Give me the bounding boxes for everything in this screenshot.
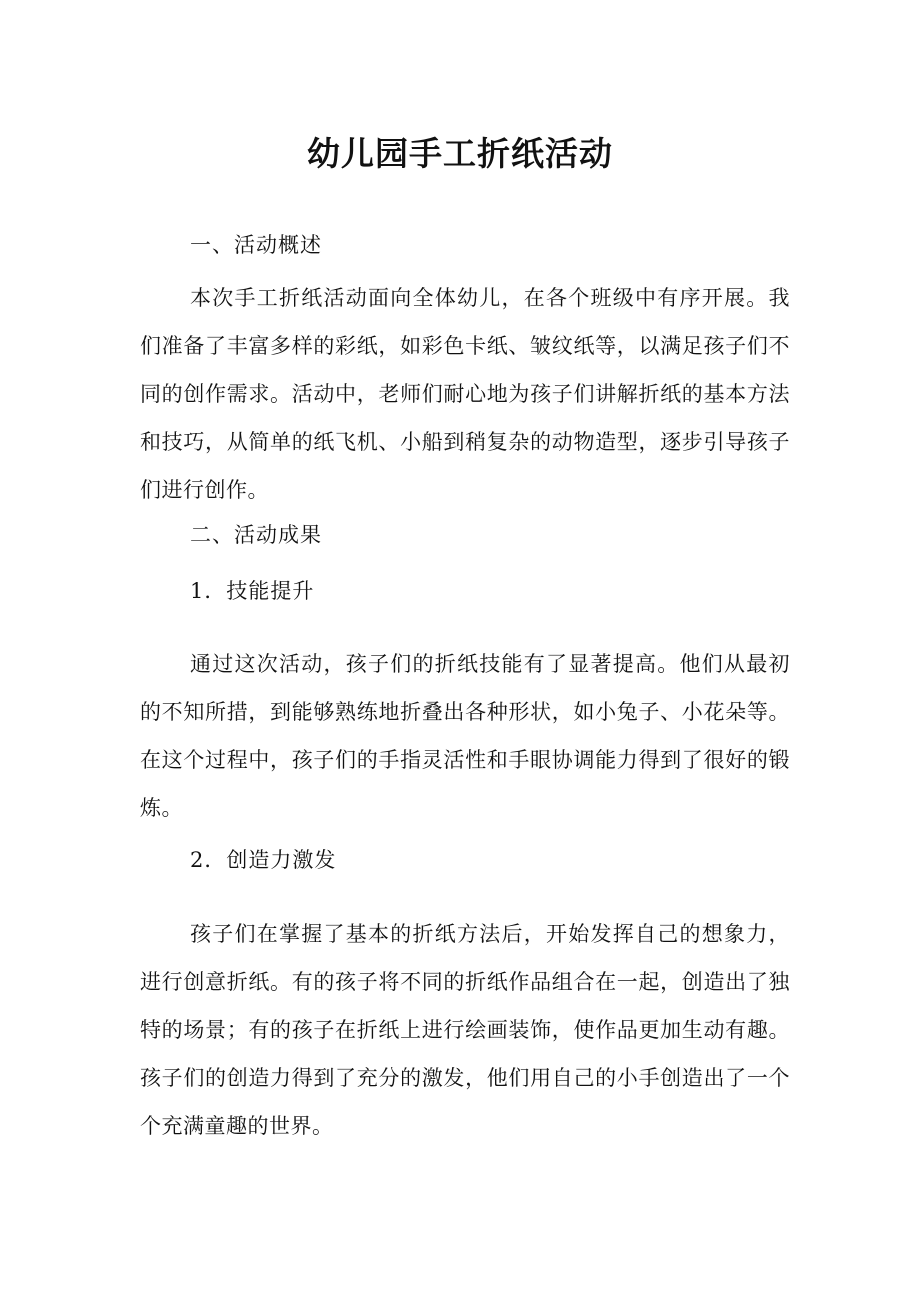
subsection-heading-skills: 1．技能提升 [190, 579, 315, 603]
section-heading-overview: 一、活动概述 [190, 233, 322, 257]
subsection-heading-creativity: 2．创造力激发 [190, 848, 337, 872]
paragraph-overview: 本次手工折纸活动面向全体幼儿，在各个班级中有序开展。我们准备了丰富多样的彩纸，如彩色卡纸、皱纹纸等，以满足孩子们不同的创作需求。活动中，老师们耐心地为孩子们讲解折纸的基本方法和技巧，从简单的纸飞机、小船到稍复杂的动物造型，逐步引导孩子们进行创作。 [140, 286, 790, 502]
section-heading-results: 二、活动成果 [190, 523, 322, 547]
paragraph-creativity: 孩子们在掌握了基本的折纸方法后，开始发挥自己的想象力，进行创意折纸。有的孩子将不同的折纸作品组合在一起，创造出了独特的场景；有的孩子在折纸上进行绘画装饰，使作品更加生动有趣。孩子们的创造力得到了充分的激发，他们用自己的小手创造出了一个个充满童趣的世界。 [140, 922, 790, 1138]
page-title: 幼儿园手工折纸活动 [307, 134, 613, 173]
paragraph-skills: 通过这次活动，孩子们的折纸技能有了显著提高。他们从最初的不知所措，到能够熟练地折叠出各种形状，如小兔子、小花朵等。在这个过程中，孩子们的手指灵活性和手眼协调能力得到了很好的锻炼。 [140, 652, 790, 820]
